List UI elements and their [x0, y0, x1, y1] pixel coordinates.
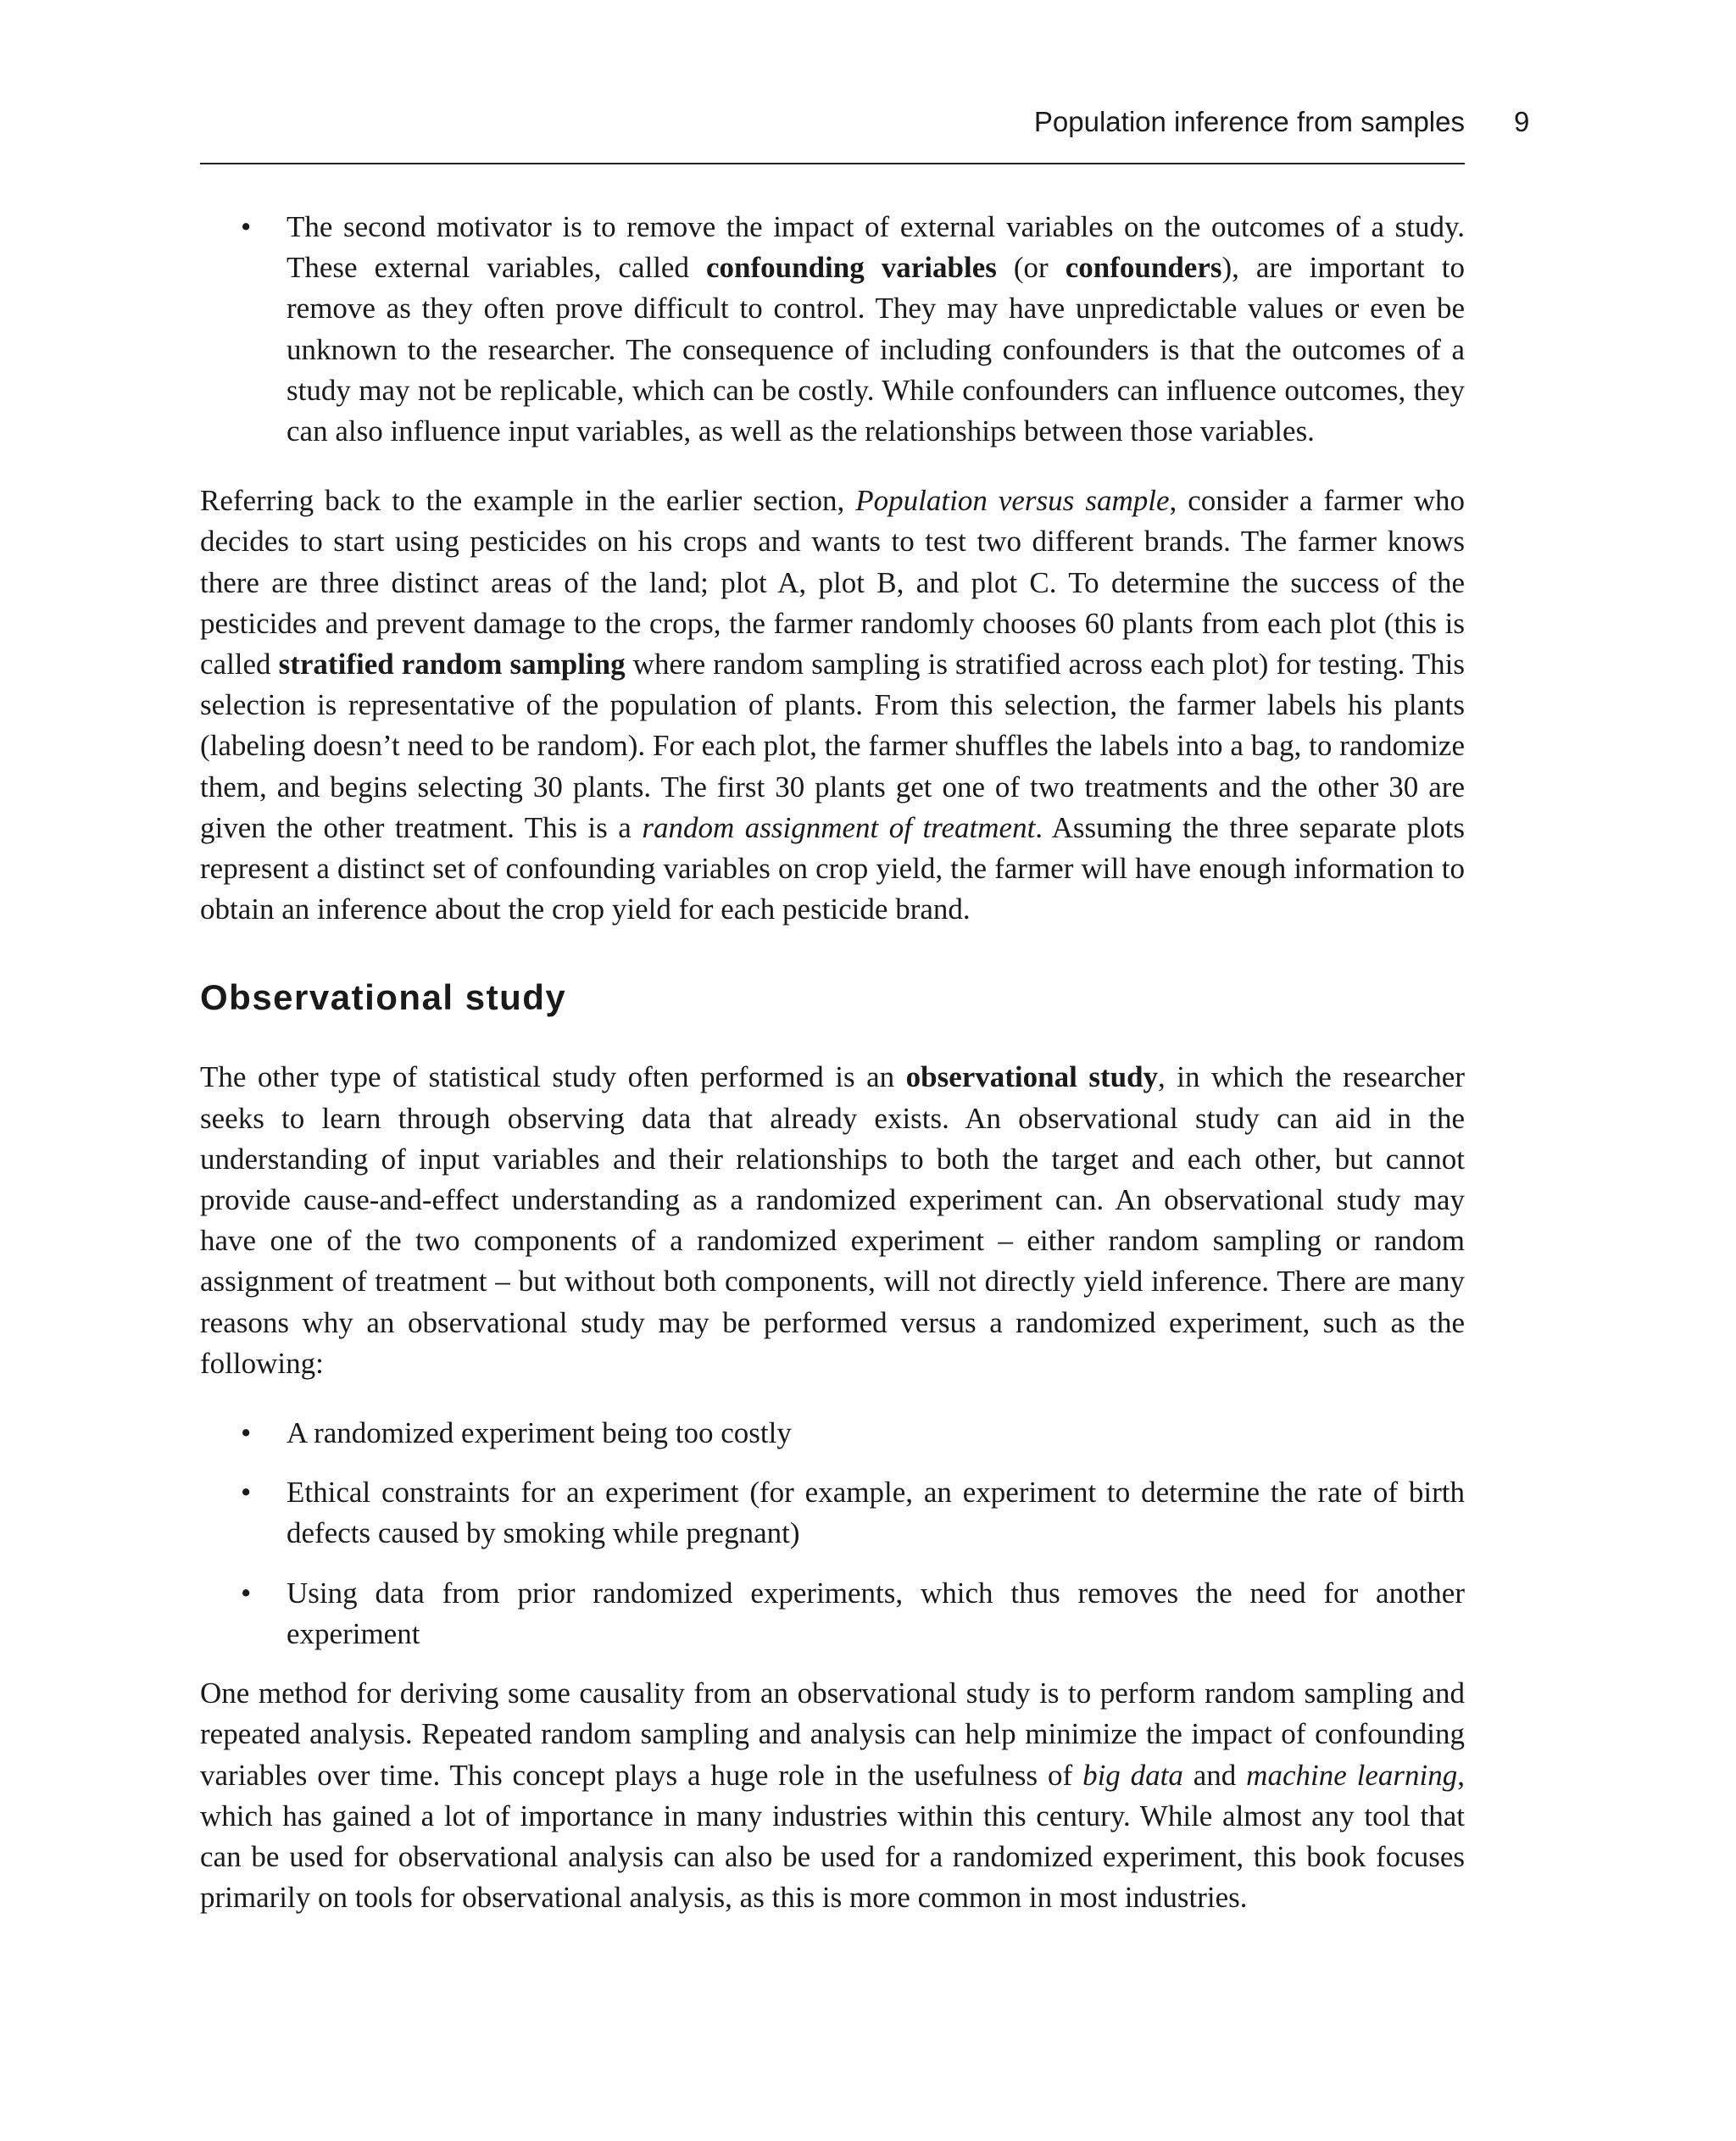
italic-term-machine-learning: machine learning [1246, 1758, 1458, 1792]
bullet-icon: • [241, 1476, 252, 1510]
header-rule [200, 163, 1465, 164]
text-run: , which has gained a lot of importance in many industries within this century. While almost any tool that can be used for observational analysis can also be used for a randomized experiment, this book focuses primarily on tools for observational analysis, as this is more common in most industries. [200, 1758, 1465, 1915]
bold-term-observational-study: observational study [905, 1060, 1159, 1094]
text-run: where random sampling is stratified across each plot) for testing. This selection is representative of the population of plants. From this selection, the farmer labels his plants (labeling doesn’t need to be random). For each plot, the farmer shuffles the labels into a bag, to randomize them, and begins selecting 30 plants. The first 30 plants get one of two treatments and the other 30 are given the other treatment. This is a [200, 648, 1465, 844]
page-body [200, 207, 1465, 1918]
bold-term-confounders: confounders [1065, 251, 1222, 285]
text-run: One method for deriving some causality from an observational study is to perform random sampling and repeated analysis. Repeated random sampling and analysis can help minimize the impact of confounding variables over time. This concept plays a huge role in the usefulness of [200, 1677, 1465, 1792]
italic-term-random-assignment: random assignment of treatment [642, 810, 1036, 844]
text-run: ), are important to remove as they often prove difficult to control. They may have unpredictable values or even be unknown to the researcher. The consequence of including confounders is that the outcomes of a study may not be replicable, which can be costly. While confounders can influence outcomes, they can also influence input variables, as well as the relationships between those variables. [287, 251, 1465, 448]
text-run: (or [996, 251, 1066, 285]
section-heading: Observational study [200, 977, 567, 1018]
reason-bullet-item [200, 1573, 1465, 1654]
causality-paragraph [200, 1673, 1465, 1918]
reason-text: Using data from prior randomized experiments, which thus removes the need for another experiment [287, 1576, 1465, 1650]
reasons-bullet-list [200, 1413, 1465, 1654]
page-number: 9 [1514, 106, 1530, 137]
italic-term-big-data: big data [1082, 1758, 1183, 1792]
reason-bullet-item [200, 1472, 1465, 1554]
running-header-title: Population inference from samples [1033, 106, 1465, 137]
reason-text: Ethical constraints for an experiment (for example, an experiment to determine the rate of birth defects caused by smoking while pregnant) [287, 1476, 1465, 1550]
bullet-icon: • [241, 210, 252, 243]
text-run: The second motivator is to remove the impact of external variables on the outcomes of a study. These external variables, called [287, 210, 1465, 285]
bold-term-stratified-random-sampling: stratified random sampling [278, 648, 626, 681]
reason-text: A randomized experiment being too costly [287, 1416, 792, 1450]
confounders-bullet-list [200, 207, 1465, 452]
bullet-icon: • [241, 1416, 252, 1450]
text-run: Referring back to the example in the earlier section, [200, 484, 856, 518]
text-run: , consider a farmer who decides to start using pesticides on his crops and wants to test two different brands. The farmer knows there are three distinct areas of the land; plot A, plot B, and plot C. To determine the success of the pesticides and prevent damage to the crops, the farmer randomly chooses 60 plants from each plot (this is called [200, 484, 1466, 681]
text-run: , in which the researcher seeks to learn through observing data that already exists. An observational study can aid in the understanding of input variables and their relationships to both the target and each other, but cannot provide cause-and-effect understanding as a randomized experiment can. An observational study may have one of the two components of a randomized experiment – either random sampling or random assignment of treatment – but without both components, will not directly yield inference. There are many reasons why an observational study may be performed versus a randomized experiment, such as the following: [200, 1060, 1465, 1380]
bold-term-confounding-variables: confounding variables [706, 251, 997, 285]
text-run: The other type of statistical study often performed is an [200, 1060, 906, 1094]
observational-study-paragraph [200, 1057, 1465, 1384]
text-run: . Assuming the three separate plots represent a distinct set of confounding variables on crop yield, the farmer will have enough information to obtain an inference about the crop yield for each pesticide brand. [200, 810, 1466, 926]
farmer-example-paragraph [200, 481, 1465, 930]
bullet-icon: • [241, 1576, 252, 1610]
confounders-bullet-item [200, 207, 1465, 452]
italic-section-reference: Population versus sample [855, 484, 1170, 518]
text-run: and [1182, 1758, 1247, 1792]
reason-bullet-item [200, 1413, 1465, 1454]
